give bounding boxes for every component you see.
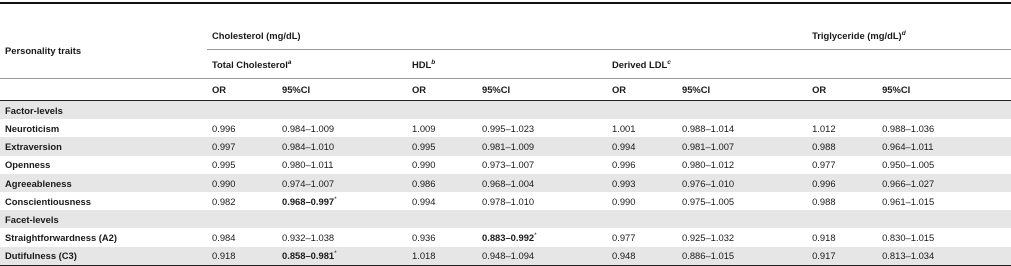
cell-value: 0.980–1.011 bbox=[282, 159, 334, 171]
trait-label: Neuroticism bbox=[5, 122, 60, 134]
cell-value: 0.984 bbox=[212, 232, 236, 244]
subgroup-derived-ldl: Derived LDL$^c$ bbox=[607, 50, 807, 79]
cell-value: 0.990 bbox=[412, 159, 436, 171]
cell-value: 0.968–1.004 bbox=[477, 174, 607, 192]
cell-value: 0.993 bbox=[607, 174, 677, 192]
subgroup-triglyceride-blank bbox=[807, 50, 1011, 79]
cell-value: 0.980–1.012 bbox=[682, 159, 735, 171]
table-row bbox=[0, 174, 1011, 192]
cell-value: 0.966–1.027 bbox=[877, 174, 1011, 192]
cell-value: 0.995–1.023 bbox=[482, 122, 535, 134]
cell-value: 0.986 bbox=[407, 174, 477, 192]
cell-value: 0.950–1.005 bbox=[882, 159, 935, 171]
cell-value: 0.932–1.038 bbox=[282, 232, 335, 244]
cell-value: 0.994 bbox=[607, 137, 677, 155]
cell-value-significant: 0.968–0.997* bbox=[282, 195, 337, 207]
col-header-ci: 95%CI bbox=[877, 79, 1011, 101]
col-header-ci: 95%CI bbox=[277, 79, 407, 101]
header-row-stats bbox=[0, 79, 1011, 101]
cell-value: 0.918 bbox=[207, 247, 277, 266]
cell-value: 0.975–1.005 bbox=[682, 195, 735, 207]
trait-label: Dutifulness (C3) bbox=[0, 247, 207, 266]
cell-value: 0.977 bbox=[612, 232, 636, 244]
table-row bbox=[0, 156, 1011, 174]
cell-value: 1.012 bbox=[812, 122, 836, 134]
section-row-factor bbox=[0, 101, 1011, 120]
cell-value: 0.925–1.032 bbox=[682, 232, 735, 244]
cell-value: 0.988–1.014 bbox=[682, 122, 735, 134]
cell-value: 0.996 bbox=[212, 122, 236, 134]
header-row-groups bbox=[0, 22, 1011, 50]
cell-value: 0.981–1.009 bbox=[477, 137, 607, 155]
cell-value: 0.964–1.011 bbox=[877, 137, 1011, 155]
section-label: Facet-levels bbox=[0, 210, 1011, 228]
cell-value: 0.988 bbox=[812, 195, 836, 207]
col-header-or: OR bbox=[407, 79, 477, 101]
cell-value: 0.961–1.015 bbox=[882, 195, 935, 207]
cell-value-significant: 0.883–0.992* bbox=[482, 232, 537, 244]
section-label: Factor-levels bbox=[0, 101, 1011, 120]
col-header-or: OR bbox=[807, 79, 877, 101]
cell-value: 0.994 bbox=[412, 195, 436, 207]
subgroup-hdl: HDL$^b$ bbox=[407, 50, 607, 79]
cell-value: 1.018 bbox=[407, 247, 477, 266]
group-header-triglyceride: Triglyceride $(mg/dL)^d$ bbox=[812, 30, 906, 41]
cell-value: 0.948–1.094 bbox=[477, 247, 607, 266]
results-table bbox=[0, 22, 1011, 266]
cell-value: 0.990 bbox=[612, 195, 636, 207]
cell-value: 0.917 bbox=[807, 247, 877, 266]
cell-value: 0.982 bbox=[212, 195, 236, 207]
table-row bbox=[0, 228, 1011, 246]
trait-label: Straightforwardness (A2) bbox=[5, 232, 117, 244]
cell-value: 0.996 bbox=[807, 174, 877, 192]
table-row bbox=[0, 119, 1011, 137]
table-row bbox=[0, 137, 1011, 155]
cell-value: 0.984–1.010 bbox=[277, 137, 407, 155]
col-header-or: OR bbox=[207, 79, 277, 101]
group-header-cholesterol: Cholesterol (mg/dL) bbox=[212, 30, 301, 41]
col-header-or: OR bbox=[607, 79, 677, 101]
cell-value: 0.974–1.007 bbox=[277, 174, 407, 192]
cell-value: 0.990 bbox=[207, 174, 277, 192]
cell-value: 0.886–1.015 bbox=[677, 247, 807, 266]
cell-value: 0.981–1.007 bbox=[677, 137, 807, 155]
cell-value: 0.936 bbox=[412, 232, 436, 244]
cell-value: 0.948 bbox=[607, 247, 677, 266]
col-header-ci: 95%CI bbox=[677, 79, 807, 101]
col-header-ci: 95%CI bbox=[477, 79, 607, 101]
cell-value: 0.918 bbox=[812, 232, 836, 244]
cell-value: 0.978–1.010 bbox=[482, 195, 535, 207]
cell-value: 0.977 bbox=[812, 159, 836, 171]
section-row-facet bbox=[0, 210, 1011, 228]
trait-label: Extraversion bbox=[0, 137, 207, 155]
cell-value: 0.976–1.010 bbox=[677, 174, 807, 192]
cell-value: 0.988–1.036 bbox=[882, 122, 935, 134]
col-header-traits: Personality traits bbox=[5, 44, 82, 56]
cell-value: 0.988 bbox=[807, 137, 877, 155]
cell-value: 0.830–1.015 bbox=[882, 232, 935, 244]
cell-value: 1.009 bbox=[412, 122, 436, 134]
cell-value: 0.996 bbox=[612, 159, 636, 171]
cell-value: 1.001 bbox=[612, 122, 636, 134]
table-row bbox=[0, 192, 1011, 210]
cell-value: 0.995 bbox=[407, 137, 477, 155]
trait-label: Agreeableness bbox=[0, 174, 207, 192]
cell-value: 0.973–1.007 bbox=[482, 159, 535, 171]
cell-value-significant: 0.858–0.981* bbox=[277, 247, 407, 266]
cell-value: 0.813–1.034 bbox=[877, 247, 1011, 266]
subgroup-total-cholesterol: Total Cholesterol$^a$ bbox=[207, 50, 407, 79]
top-rule bbox=[0, 2, 1011, 4]
trait-label: Conscientiousness bbox=[5, 195, 91, 207]
cell-value: 0.995 bbox=[212, 159, 236, 171]
cell-value: 0.997 bbox=[207, 137, 277, 155]
cell-value: 0.984–1.009 bbox=[282, 122, 335, 134]
trait-label: Openness bbox=[5, 159, 51, 171]
